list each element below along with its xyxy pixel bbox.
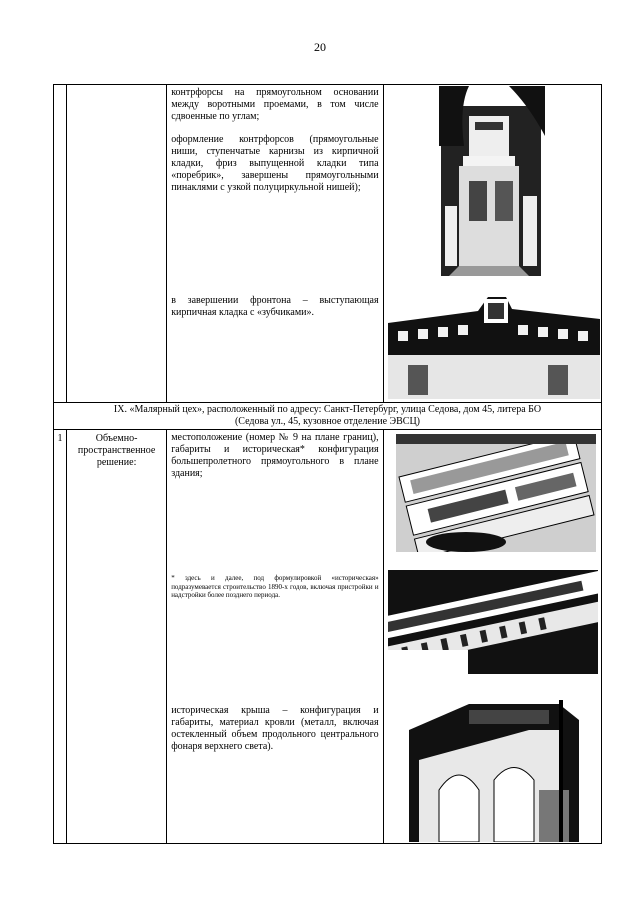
continuation-row bbox=[54, 85, 602, 403]
buttress-photo-icon bbox=[439, 86, 545, 278]
location-text: местоположение (номер № 9 на плане границ), габариты и историческая* конфигурация большепролетного прямоугольного в плане здания; bbox=[171, 432, 379, 479]
row-description-cell bbox=[167, 430, 383, 844]
gable-text: в завершении фронтона – выступающая кирпичная кладка с «зубчиками». bbox=[171, 295, 379, 318]
gable-photo-icon bbox=[388, 295, 600, 399]
label-cell bbox=[67, 85, 167, 403]
row-label: Объемно-пространственное решение: bbox=[67, 430, 167, 844]
section-heading bbox=[54, 403, 602, 430]
row-number: 1 bbox=[54, 430, 67, 844]
section-header-row bbox=[54, 403, 602, 430]
roof-text: историческая крыша – конфигурация и габариты, материал кровли (металл, включая остекленный объем продольного центрального фонаря верхнего света). bbox=[171, 705, 379, 752]
page-number: 20 bbox=[314, 40, 326, 54]
row-photo-cell bbox=[383, 430, 601, 844]
section-heading-line1: IX. «Малярный цех», расположенный по адресу: Санкт-Петербург, улица Седова, дом 45, литера БО bbox=[113, 404, 542, 415]
buttress-decoration-text: оформление контрфорсов (прямоугольные ниши, ступенчатые карнизы из кирпичной кладки, фриз выпущенной кладки типа «поребрик», завершены прямоугольными пинаклями с узкой полуциркульной нишей); bbox=[171, 134, 379, 193]
protection-table bbox=[53, 84, 602, 844]
photo-cell bbox=[383, 85, 601, 403]
aerial-closeup-photo-icon bbox=[388, 570, 598, 674]
number-cell bbox=[54, 85, 67, 403]
footnote-text: * здесь и далее, под формулировкой «историческая» подразумевается строительство 1890-х годов, включая пристройки и надстройки более позднего периода. bbox=[171, 574, 379, 599]
description-cell bbox=[167, 85, 383, 403]
section-heading-line2: (Седова ул., 45, кузовное отделение ЭВСЦ) bbox=[234, 416, 421, 427]
buttress-text: контрфорсы на прямоугольном основании между воротными проемами, в том числе сдвоенные по углам; bbox=[171, 87, 379, 122]
facade-photo-icon bbox=[409, 700, 579, 842]
row-1 bbox=[54, 430, 602, 844]
aerial-photo-icon bbox=[396, 434, 596, 552]
